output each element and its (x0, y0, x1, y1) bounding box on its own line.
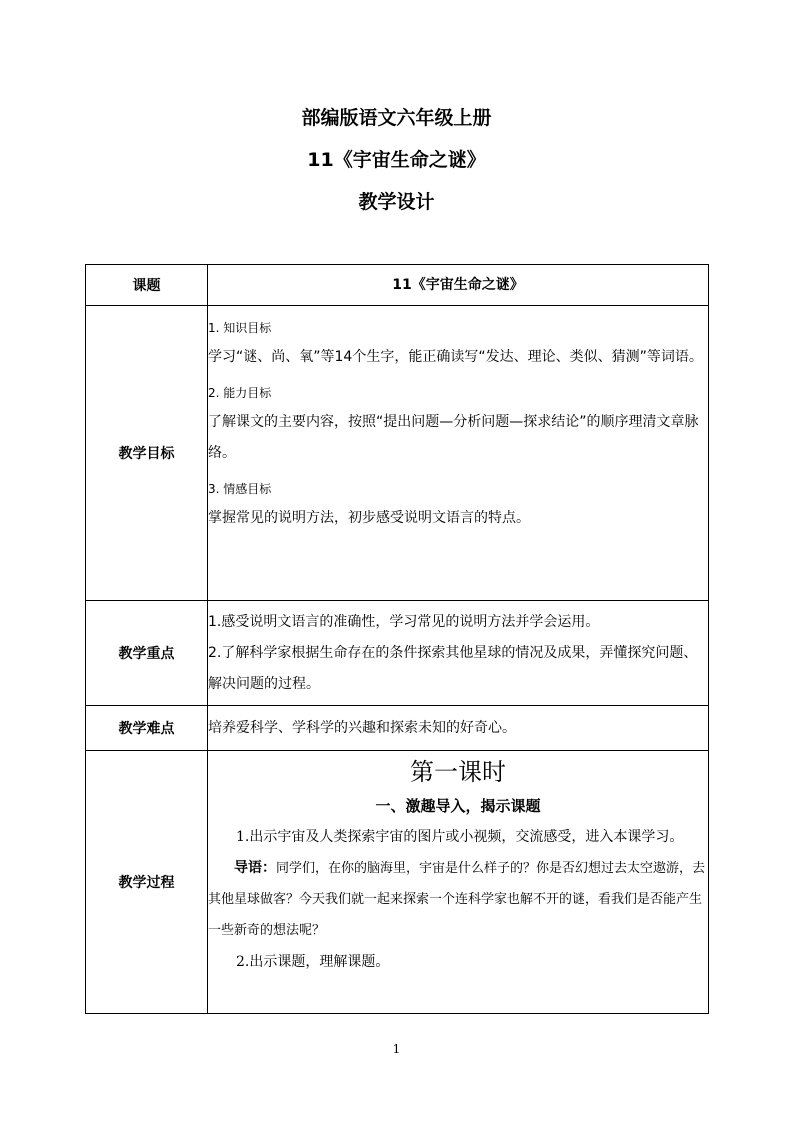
table-row-key-points (86, 601, 709, 706)
process-label: 教学过程 (86, 751, 208, 1014)
goal-text-knowledge: 学习“谜、尚、氧”等14个生字，能正确读写“发达、理论、类似、猜测”等词语。 (208, 349, 703, 365)
document-title: 部编版语文六年级上册 (301, 107, 492, 129)
document-subtitle: 教学设计 (358, 191, 435, 213)
goal-text-emotion: 掌握常见的说明方法，初步感受说明文语言的特点。 (208, 510, 530, 526)
key-point-item: 2.了解科学家根据生命存在的条件探索其他星球的情况及成果，弄懂探究问题、解决问题的过程。 (208, 644, 698, 692)
course-value: 11《宇宙生命之谜》 (208, 265, 709, 306)
guide-text: 同学们，在你的脑海里，宇宙是什么样子的？你是否幻想过去太空遨游，去其他星球做客？今天我们就一起来探索一个连科学家也解不开的谜，看我们是否能产生一些新奇的想法呢？ (208, 861, 706, 938)
process-step-2: 2.出示课题，理解课题。 (236, 954, 390, 970)
table-row-difficulty (86, 706, 709, 751)
key-points-content (208, 601, 709, 706)
lesson-period-title: 第一课时 (410, 758, 506, 786)
course-label: 课题 (86, 265, 208, 306)
section-title: 一、激趣导入，揭示课题 (375, 797, 541, 815)
page-number: 1 (392, 1042, 401, 1056)
lesson-title: 11《宇宙生命之谜》 (307, 149, 486, 171)
guide-label: 导语： (234, 860, 276, 876)
goal-heading-emotion: 3. 情感目标 (208, 482, 272, 496)
process-content (208, 751, 709, 1014)
table-row-course (86, 265, 709, 306)
goal-heading-knowledge: 1. 知识目标 (208, 321, 272, 335)
difficulty-label: 教学难点 (86, 706, 208, 751)
goal-heading-ability: 2. 能力目标 (208, 386, 272, 400)
difficulty-content: 培养爱科学、学科学的兴趣和探索未知的好奇心。 (208, 706, 709, 751)
key-point-item: 1.感受说明文语言的准确性，学习常见的说明方法并学会运用。 (208, 613, 600, 630)
key-points-label: 教学重点 (86, 601, 208, 706)
process-step-1: 1.出示宇宙及人类探索宇宙的图片或小视频，交流感受，进入本课学习。 (236, 829, 684, 845)
goals-label: 教学目标 (86, 306, 208, 601)
lesson-plan-table (85, 264, 709, 1014)
goals-content (208, 306, 709, 601)
table-row-goals (86, 306, 709, 601)
goal-text-ability: 了解课文的主要内容，按照“提出问题—分析问题—探求结论”的顺序理清文章脉络。 (208, 414, 699, 461)
guide-paragraph (208, 853, 708, 946)
table-row-process (86, 751, 709, 1014)
